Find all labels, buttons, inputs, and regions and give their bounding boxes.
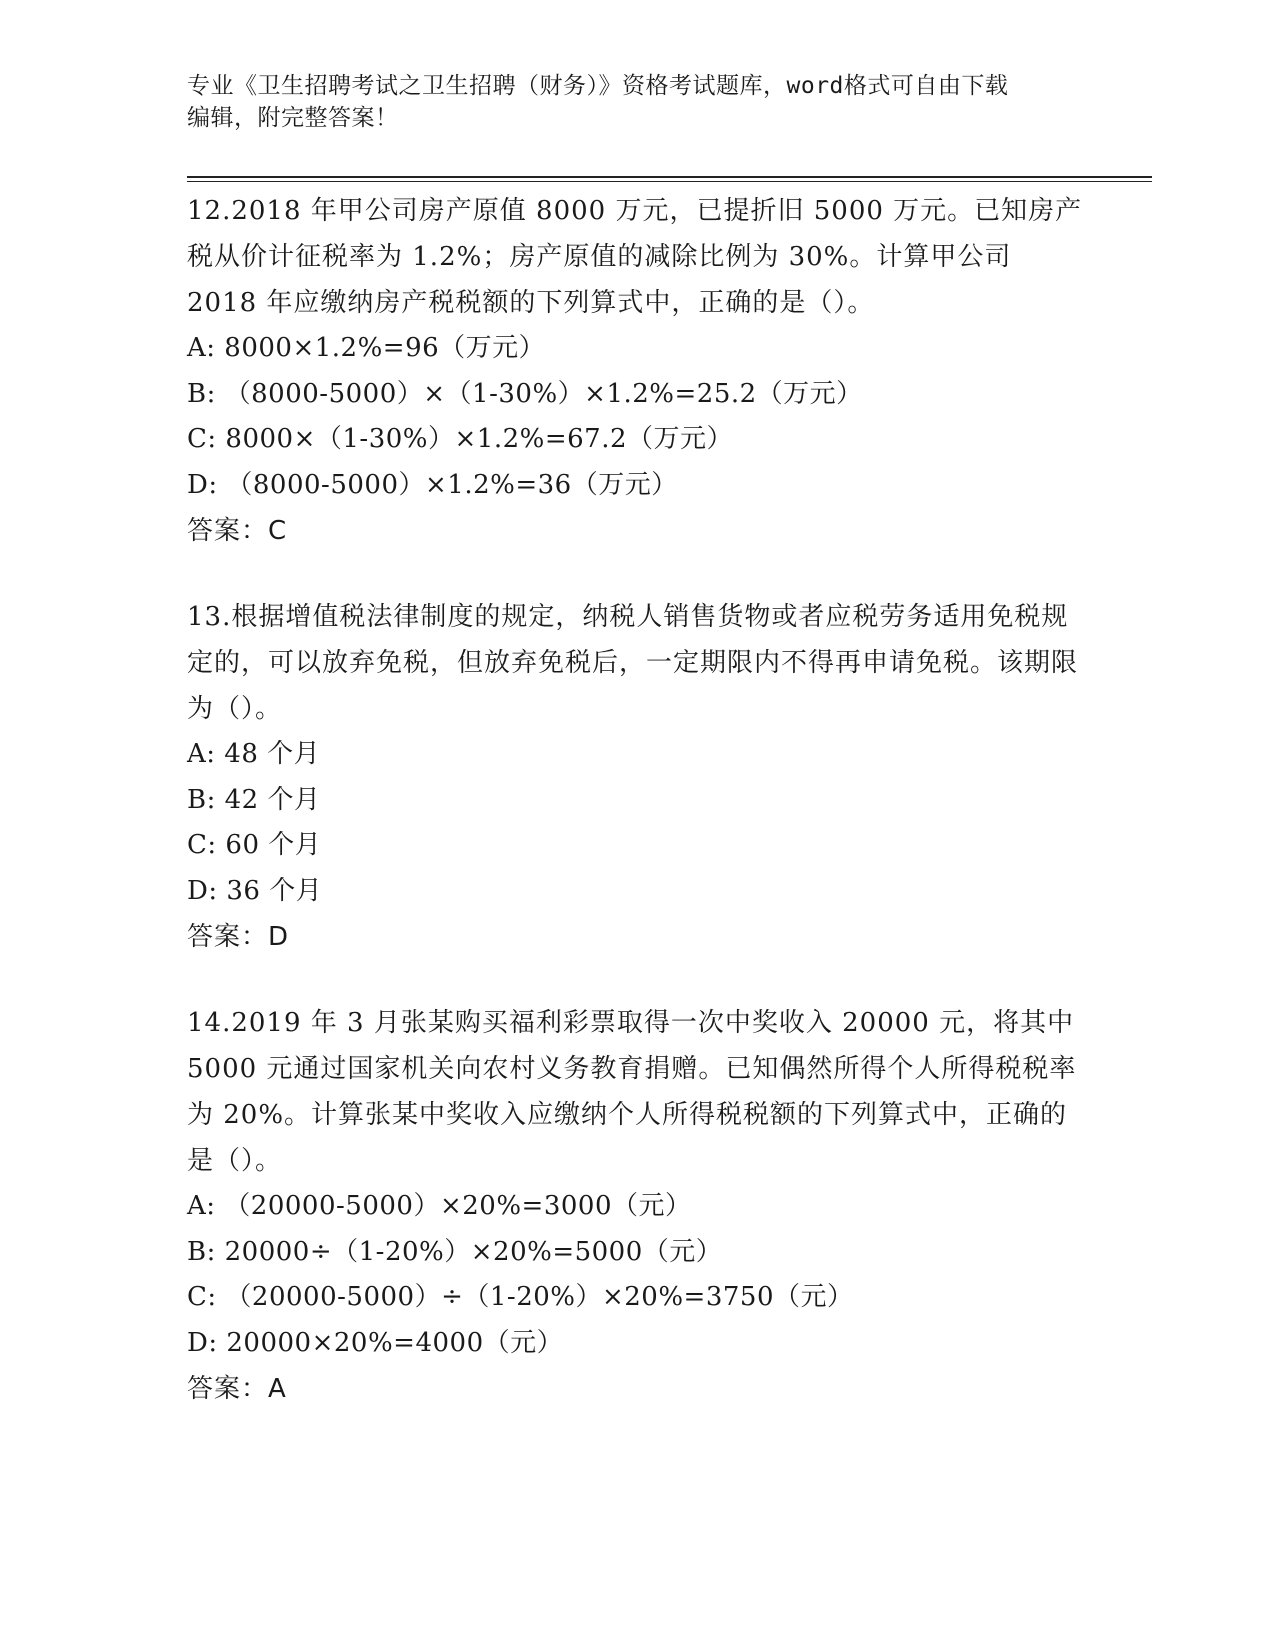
option-b: B: 42 个月 xyxy=(187,784,321,815)
question-stem: 13.根据增值税法律制度的规定，纳税人销售货物或者应税劳务适用免税规定的，可以放弃免税，但放弃免税后，一定期限内不得再申请免税。该期限为（）。 xyxy=(187,602,1079,724)
option-d: D: 20000×20%=4000（元） xyxy=(187,1327,564,1358)
header-line-1: 专业《卫生招聘考试之卫生招聘（财务）》资格考试题库，word格式可自由下载 xyxy=(187,73,1009,99)
answer-line: 答案：A xyxy=(187,1374,287,1404)
option-c: C: 60 个月 xyxy=(187,830,322,860)
question-list xyxy=(187,188,1087,1452)
option-d: D: 36 个月 xyxy=(187,875,323,906)
header-line-2: 编辑，附完整答案！ xyxy=(187,105,399,131)
option-b: B: 20000÷（1-20%）×20%=5000（元） xyxy=(187,1236,723,1267)
answer-line: 答案：D xyxy=(187,922,290,952)
question-13 xyxy=(187,594,1087,960)
option-a: A: （20000-5000）×20%=3000（元） xyxy=(187,1191,692,1221)
option-a: A: 48 个月 xyxy=(187,739,321,769)
question-stem: 12.2018 年甲公司房产原值 8000 万元，已提折旧 5000 万元。已知房产税从价计征税率为 1.2%；房产原值的减除比例为 30%。计算甲公司 2018 年应缴纳房产税税额的下列算式中，正确的是（）。 xyxy=(187,196,1083,318)
document-header xyxy=(187,70,1087,134)
option-c: C: （20000-5000）÷（1-20%）×20%=3750（元） xyxy=(187,1282,854,1312)
option-d: D: （8000-5000）×1.2%=36（万元） xyxy=(187,469,678,500)
question-stem: 14.2019 年 3 月张某购买福利彩票取得一次中奖收入 20000 元，将其中 5000 元通过国家机关向农村义务教育捐赠。已知偶然所得个人所得税税率为 20%。计算张某中奖收入应缴纳个人所得税税额的下列算式中，正确的是（）。 xyxy=(187,1008,1077,1176)
question-12 xyxy=(187,188,1087,554)
option-c: C: 8000×（1-30%）×1.2%=67.2（万元） xyxy=(187,424,734,454)
question-14 xyxy=(187,1000,1087,1412)
answer-line: 答案：C xyxy=(187,516,288,546)
option-a: A: 8000×1.2%=96（万元） xyxy=(187,333,546,363)
option-b: B: （8000-5000）×（1-30%）×1.2%=25.2（万元） xyxy=(187,378,863,409)
header-divider xyxy=(187,176,1152,182)
